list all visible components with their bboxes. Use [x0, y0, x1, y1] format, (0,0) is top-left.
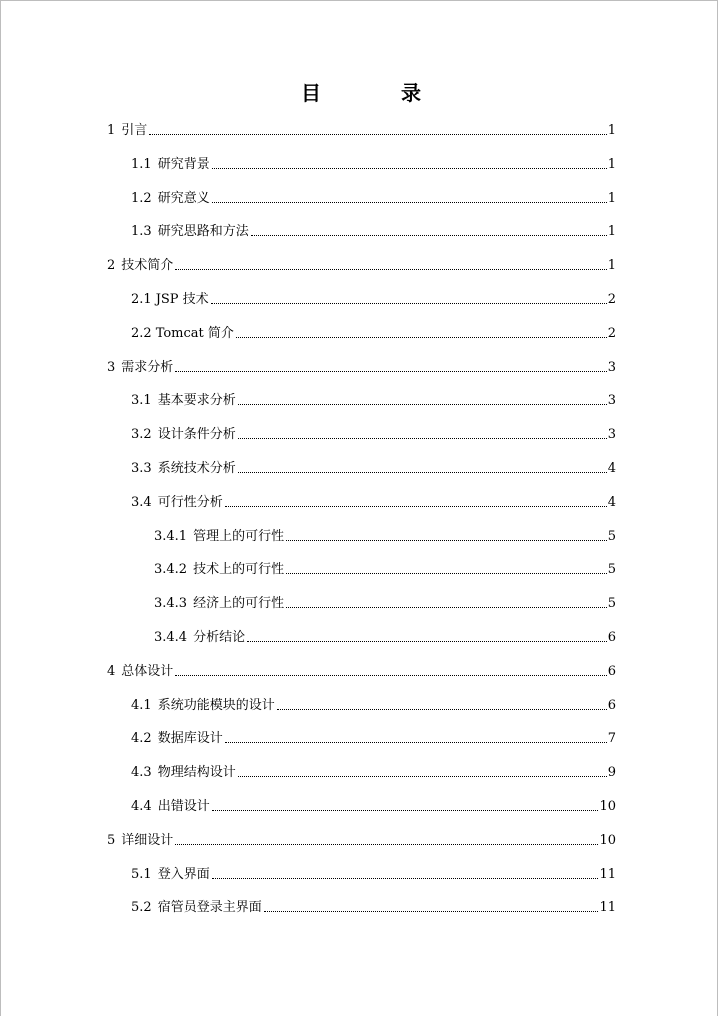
- toc-entry-page-number: 5: [607, 562, 616, 578]
- toc-entry-page-number: 4: [607, 494, 616, 510]
- toc-entry[interactable]: [131, 863, 616, 883]
- toc-dot-leader: [251, 235, 607, 236]
- toc-entry-title: 基本要求分析: [157, 393, 236, 409]
- toc-entry-title: 物理结构设计: [157, 765, 236, 781]
- toc-entry-page-number: 1: [607, 123, 616, 138]
- toc-entry[interactable]: [107, 254, 616, 274]
- toc-entry-page-number: 9: [607, 765, 616, 781]
- toc-entry-number: 4.2: [131, 731, 152, 747]
- toc-entry[interactable]: [131, 322, 616, 342]
- toc-entry-title: JSP 技术: [155, 292, 209, 307]
- toc-entry-page-number: 1: [607, 224, 616, 240]
- toc-entry-page-number: 11: [599, 866, 616, 882]
- toc-entry[interactable]: [154, 558, 616, 578]
- toc-dot-leader: [238, 438, 607, 439]
- toc-entry-page-number: 1: [607, 156, 616, 172]
- toc-entry-number: 5.1: [131, 866, 152, 882]
- toc-entry[interactable]: [131, 457, 616, 477]
- toc-dot-leader: [149, 134, 606, 135]
- toc-dot-leader: [212, 810, 599, 811]
- toc-entry-title: 研究思路和方法: [157, 224, 249, 240]
- toc-entry-number: 3.4.3: [154, 596, 188, 612]
- toc-entry-number: 3.3: [131, 461, 152, 476]
- toc-entry-title: 设计条件分析: [157, 427, 236, 443]
- toc-dot-leader: [236, 337, 607, 338]
- toc-dot-leader: [212, 878, 599, 879]
- toc-entry-title: 研究背景: [157, 156, 210, 172]
- toc-entry-title: 研究意义: [157, 190, 210, 206]
- toc-entry-number: 3: [107, 359, 116, 375]
- toc-entry-number: 3.4: [131, 494, 152, 510]
- toc-dot-leader: [225, 506, 607, 507]
- toc-entry-title: 引言: [121, 123, 148, 138]
- toc-entry-number: 3.4.4: [154, 630, 188, 645]
- toc-entry[interactable]: [131, 153, 616, 173]
- toc-entry-title: 宿管员登录主界面: [157, 900, 262, 916]
- toc-dot-leader: [175, 675, 606, 676]
- toc-entry-page-number: 1: [607, 258, 616, 274]
- toc-entry-number: 4.1: [131, 697, 152, 713]
- toc-entry[interactable]: [131, 761, 616, 781]
- toc-entry-page-number: 3: [607, 359, 616, 375]
- toc-entry-title: 数据库设计: [157, 731, 223, 747]
- toc-entry-number: 4.4: [131, 799, 152, 814]
- toc-entry-page-number: 4: [607, 461, 616, 476]
- toc-entry-number: 2: [107, 258, 116, 274]
- toc-entry-number: 2.2: [131, 325, 152, 341]
- toc-entry-page-number: 10: [599, 799, 616, 814]
- toc-entry-number: 3.2: [131, 427, 152, 443]
- toc-entry[interactable]: [131, 423, 616, 443]
- toc-entry[interactable]: [154, 525, 616, 545]
- toc-entry-page-number: 7: [607, 731, 616, 747]
- toc-entry-number: 3.1: [131, 393, 152, 409]
- toc-entry-number: 1.1: [131, 156, 152, 172]
- toc-entry-number: 5: [107, 832, 116, 848]
- toc-entry-page-number: 5: [607, 596, 616, 612]
- toc-entry-number: 2.1: [131, 292, 152, 307]
- toc-entry[interactable]: [131, 491, 616, 511]
- toc-entry-title: Tomcat 简介: [155, 325, 234, 341]
- toc-dot-leader: [238, 404, 607, 405]
- toc-entry-number: 3.4.2: [154, 562, 188, 578]
- toc-dot-leader: [247, 641, 607, 642]
- toc-entry-page-number: 10: [599, 832, 616, 848]
- toc-entry-title: 技术简介: [121, 258, 174, 274]
- toc-entry-title: 经济上的可行性: [193, 596, 285, 612]
- toc-entry[interactable]: [107, 660, 616, 680]
- toc-entry-title: 分析结论: [193, 630, 246, 645]
- toc-entry[interactable]: [131, 187, 616, 207]
- toc-dot-leader: [225, 742, 607, 743]
- toc-entry-title: 登入界面: [157, 866, 210, 882]
- toc-dot-leader: [212, 168, 607, 169]
- toc-entry-page-number: 11: [599, 900, 616, 916]
- toc-entry[interactable]: [131, 389, 616, 409]
- toc-entry-page-number: 6: [607, 663, 616, 679]
- toc-entry-page-number: 3: [607, 427, 616, 443]
- toc-title: 目 录: [301, 81, 451, 105]
- toc-entry-page-number: 6: [607, 630, 616, 645]
- toc-dot-leader: [175, 371, 606, 372]
- toc-entry-number: 1.2: [131, 190, 152, 206]
- toc-entry-number: 4.3: [131, 765, 152, 781]
- toc-dot-leader: [238, 472, 607, 473]
- toc-entry-number: 3.4.1: [154, 528, 188, 544]
- toc-entry-page-number: 1: [607, 190, 616, 206]
- toc-entry-number: 5.2: [131, 900, 152, 916]
- toc-dot-leader: [211, 303, 607, 304]
- toc-entry-title: 技术上的可行性: [193, 562, 285, 578]
- toc-dot-leader: [175, 269, 606, 270]
- toc-entry[interactable]: [131, 727, 616, 747]
- toc-dot-leader: [238, 776, 607, 777]
- toc-entry-number: 1: [107, 123, 116, 138]
- toc-entry-number: 4: [107, 663, 116, 679]
- toc-entry-title: 管理上的可行性: [193, 528, 285, 544]
- toc-entry-title: 需求分析: [121, 359, 174, 375]
- toc-entry-page-number: 2: [607, 292, 616, 307]
- toc-dot-leader: [286, 573, 607, 574]
- toc-entry-title: 出错设计: [157, 799, 210, 814]
- toc-dot-leader: [277, 709, 607, 710]
- toc-entry[interactable]: [131, 896, 616, 916]
- toc-entry[interactable]: [131, 795, 616, 815]
- toc-entry-title: 总体设计: [121, 663, 174, 679]
- toc-entry-title: 详细设计: [121, 832, 174, 848]
- toc-entry[interactable]: [131, 694, 616, 714]
- toc-dot-leader: [286, 540, 607, 541]
- toc-entry-title: 系统技术分析: [157, 461, 236, 476]
- toc-entry-title: 系统功能模块的设计: [157, 697, 275, 713]
- toc-entry[interactable]: [131, 220, 616, 240]
- toc-dot-leader: [212, 202, 607, 203]
- toc-entry-page-number: 2: [607, 325, 616, 341]
- toc-dot-leader: [175, 844, 598, 845]
- toc-entry[interactable]: [107, 829, 616, 849]
- toc-entry-title: 可行性分析: [157, 494, 223, 510]
- toc-entry-page-number: 5: [607, 528, 616, 544]
- toc-entry[interactable]: [107, 356, 616, 376]
- toc-entry[interactable]: [131, 288, 616, 308]
- toc-entry[interactable]: [154, 626, 616, 646]
- toc-entry-number: 1.3: [131, 224, 152, 240]
- toc-dot-leader: [264, 911, 599, 912]
- toc-entry-page-number: 3: [607, 393, 616, 409]
- toc-entry[interactable]: [107, 119, 616, 139]
- toc-entry[interactable]: [154, 592, 616, 612]
- toc-dot-leader: [286, 607, 607, 608]
- toc-entry-page-number: 6: [607, 697, 616, 713]
